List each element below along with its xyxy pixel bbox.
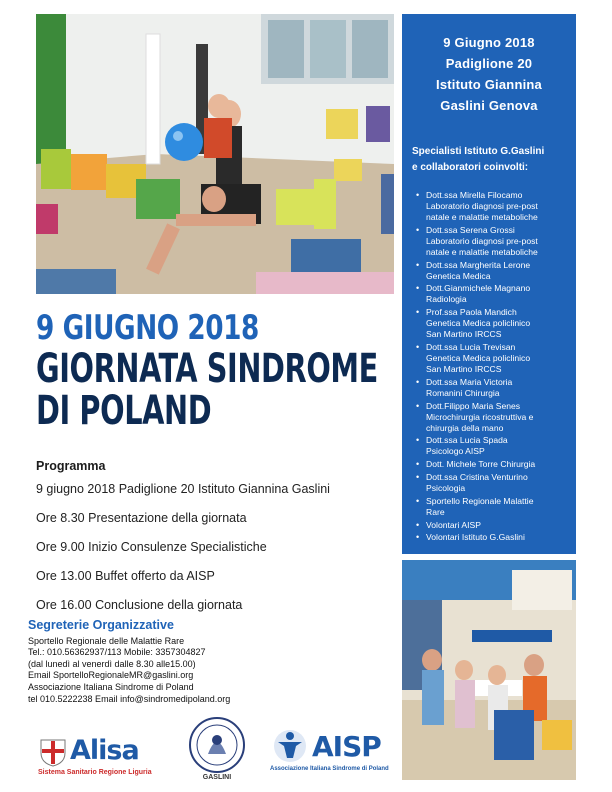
panel-header xyxy=(402,32,576,116)
specialist-item xyxy=(416,377,570,399)
liguria-shield-icon xyxy=(38,737,68,767)
organizers-line: Tel.: 010.56362937/113 Mobile: 3357304827 xyxy=(28,647,206,658)
specialist-line: • Dott.ssa Serena Grossi xyxy=(426,224,515,235)
specialist-line: • Dott.Filippo Maria Senes xyxy=(426,400,521,411)
aisp-logo xyxy=(270,728,400,780)
specialist-line: Genetica Medica policlinico xyxy=(426,352,531,363)
specialist-line: • Dott.ssa Maria Victoria xyxy=(426,376,513,387)
panel-subtitle-line: e collaboratori coinvolti: xyxy=(412,162,529,173)
specialist-line: • Volontari Istituto G.Gaslini xyxy=(426,532,525,543)
organizers-email-line[interactable]: Email SportelloRegionaleMR@gaslini.org xyxy=(28,670,194,681)
program-heading: Programma xyxy=(36,459,106,473)
specialist-line: • Dott.ssa Lucia Spada xyxy=(426,435,508,446)
program-section xyxy=(36,459,396,626)
specialist-line: Radiologia xyxy=(426,294,467,305)
event-title-line-1: GIORNATA SINDROME xyxy=(36,346,378,392)
specialist-item xyxy=(416,307,570,340)
program-item: Ore 9.00 Inizio Consulenze Specialistiche xyxy=(36,540,267,554)
gaslini-seal-icon xyxy=(186,716,248,774)
alisa-name: Alisa xyxy=(70,735,139,766)
specialist-line: • Sportello Regionale Malattie xyxy=(426,495,534,506)
specialist-line: Genetica Medica policlinico xyxy=(426,318,531,329)
specialist-line: natale e malattie metaboliche xyxy=(426,246,538,257)
specialist-item xyxy=(416,342,570,375)
gaslini-logo xyxy=(186,716,248,782)
specialist-line: • Dott.ssa Margherita Lerone xyxy=(426,259,531,270)
specialist-line: • Dott.Gianmichele Magnano xyxy=(426,283,531,294)
specialist-item xyxy=(416,260,570,282)
specialist-line: Psicologia xyxy=(426,482,466,493)
specialist-line: • Volontari AISP xyxy=(426,519,481,530)
info-panel xyxy=(402,14,576,554)
event-title xyxy=(36,308,398,432)
specialist-item xyxy=(416,435,570,457)
main-photo xyxy=(36,14,394,294)
specialist-item xyxy=(416,532,570,543)
specialist-item xyxy=(416,472,570,494)
alisa-subtitle: Sistema Sanitario Regione Liguria xyxy=(38,769,152,776)
organizers-heading: Segreterie Organizzative xyxy=(28,618,174,632)
program-item: Ore 8.30 Presentazione della giornata xyxy=(36,511,247,525)
specialist-line: • Dott.ssa Lucia Trevisan xyxy=(426,341,516,352)
specialist-item xyxy=(416,401,570,434)
specialist-line: • Dott.ssa Mirella Filocamo xyxy=(426,190,523,200)
specialist-item xyxy=(416,225,570,258)
specialist-line: • Prof.ssa Paola Mandich xyxy=(426,307,517,318)
specialist-item xyxy=(416,496,570,518)
aisp-figure-icon xyxy=(270,728,310,764)
specialist-item xyxy=(416,283,570,305)
specialist-line: Laboratorio diagnosi pre-post xyxy=(426,201,538,211)
specialist-line: • Dott. Michele Torre Chirurgia xyxy=(426,459,536,470)
aisp-name: AISP xyxy=(312,730,381,763)
specialist-line: Rare xyxy=(426,506,445,517)
specialist-line: Microchirurgia ricostruttiva e xyxy=(426,411,534,422)
specialist-item xyxy=(416,459,570,470)
specialist-line: San Martino IRCCS xyxy=(426,329,502,340)
specialist-line: Psicologo AISP xyxy=(426,446,485,457)
specialists-list xyxy=(402,190,576,543)
specialist-line: Laboratorio diagnosi pre-post xyxy=(426,235,538,246)
specialist-line: San Martino IRCCS xyxy=(426,363,502,374)
organizers-line: (dal lunedì al venerdì dalle 8.30 alle15.00) xyxy=(28,658,196,669)
specialist-item xyxy=(416,520,570,531)
panel-subtitle xyxy=(412,144,576,176)
program-item: 9 giugno 2018 Padiglione 20 Istituto Giannina Gaslini xyxy=(36,482,330,496)
panel-subtitle-line: Specialisti Istituto G.Gaslini xyxy=(412,146,545,157)
gaslini-name: GASLINI xyxy=(202,774,232,781)
specialist-item xyxy=(416,190,570,223)
specialist-line: chirurgia della mano xyxy=(426,422,504,433)
event-title-line-2: DI POLAND xyxy=(36,388,212,434)
specialist-line: • Dott.ssa Cristina Venturino xyxy=(426,471,528,482)
panel-header-line: Gaslini Genova xyxy=(440,98,538,113)
organizers-line: Sportello Regionale delle Malattie Rare xyxy=(28,635,185,646)
panel-header-line: Istituto Giannina xyxy=(436,77,542,92)
organizers-contact-line[interactable]: tel 010.5222238 Email info@sindromedipoland.org xyxy=(28,693,231,704)
specialist-line: Romanini Chirurgia xyxy=(426,387,500,398)
organizers-section xyxy=(28,620,388,705)
panel-header-line: Padiglione 20 xyxy=(445,56,533,71)
event-date: 9 GIUGNO 2018 xyxy=(36,308,259,348)
panel-header-line: 9 Giugno 2018 xyxy=(443,35,535,50)
program-item: Ore 13.00 Buffet offerto da AISP xyxy=(36,569,215,583)
specialist-line: natale e malattie metaboliche xyxy=(426,212,538,222)
secondary-photo xyxy=(402,560,576,780)
aisp-subtitle: Associazione Italiana Sindrome di Poland xyxy=(270,766,389,772)
organizers-line: Associazione Italiana Sindrome di Poland xyxy=(28,681,194,692)
program-item: Ore 16.00 Conclusione della giornata xyxy=(36,598,243,612)
specialist-line: Genetica Medica xyxy=(426,270,491,281)
alisa-logo xyxy=(38,735,168,780)
